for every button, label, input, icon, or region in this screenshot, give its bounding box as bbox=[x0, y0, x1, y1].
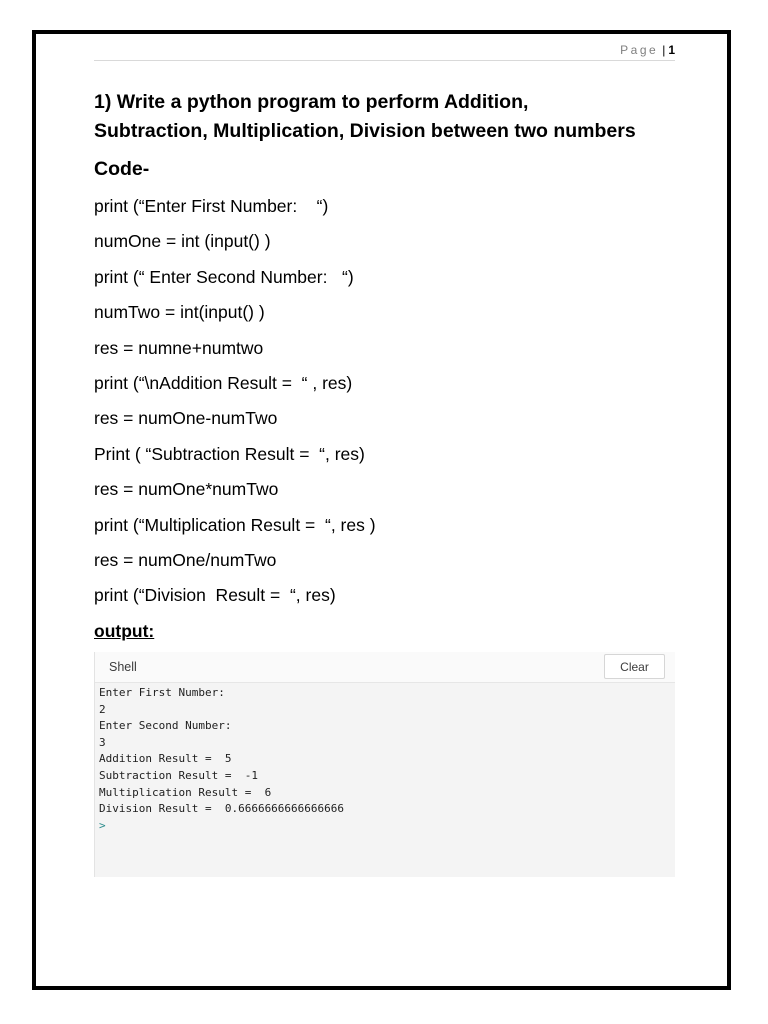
question-line-2: Subtraction, Multiplication, Division between two numbers bbox=[94, 120, 636, 142]
code-line: print (“\nAddition Result = “ , res) bbox=[94, 372, 353, 393]
shell-output-line: Addition Result = 5 bbox=[99, 752, 232, 766]
code-line: numTwo = int(input() ) bbox=[94, 302, 265, 323]
shell-output-line: Division Result = 0.6666666666666666 bbox=[99, 802, 345, 816]
shell-output-line: 3 bbox=[99, 735, 106, 749]
page-header bbox=[94, 42, 675, 61]
shell-panel bbox=[94, 652, 675, 877]
question-line-1: 1) Write a python program to perform Addition, bbox=[94, 91, 529, 113]
shell-output-line: Enter First Number: bbox=[99, 686, 225, 699]
code-line: Print ( “Subtraction Result = “, res) bbox=[94, 443, 365, 464]
shell-toolbar bbox=[95, 652, 675, 683]
code-line: print (“Enter First Number: “) bbox=[94, 196, 329, 216]
code-listing bbox=[94, 193, 694, 618]
shell-output-line: Enter Second Number: bbox=[99, 719, 232, 733]
clear-button[interactable]: Clear bbox=[604, 654, 665, 679]
shell-output-line: Subtraction Result = -1 bbox=[99, 768, 258, 782]
code-line: res = numOne/numTwo bbox=[94, 549, 277, 570]
question-heading bbox=[94, 88, 694, 146]
shell-title: Shell bbox=[109, 660, 137, 674]
shell-output-line: 2 bbox=[99, 702, 106, 716]
code-line: print (“ Enter Second Number: “) bbox=[94, 266, 354, 287]
code-line: print (“Multiplication Result = “, res ) bbox=[94, 514, 376, 535]
code-line: numOne = int (input() ) bbox=[94, 231, 271, 252]
shell-prompt-icon[interactable]: > bbox=[99, 819, 106, 832]
page-number: 1 bbox=[668, 43, 675, 57]
code-line: res = numne+numtwo bbox=[94, 337, 264, 358]
code-heading: Code- bbox=[94, 158, 150, 180]
code-line: res = numOne*numTwo bbox=[94, 479, 279, 500]
output-heading: output: bbox=[94, 621, 155, 641]
shell-output bbox=[99, 685, 344, 818]
page-separator: | bbox=[662, 43, 666, 57]
shell-output-line: Multiplication Result = 6 bbox=[99, 785, 272, 799]
page-label: Page bbox=[620, 43, 659, 57]
code-line: res = numOne-numTwo bbox=[94, 408, 278, 429]
code-line: print (“Division Result = “, res) bbox=[94, 585, 336, 606]
